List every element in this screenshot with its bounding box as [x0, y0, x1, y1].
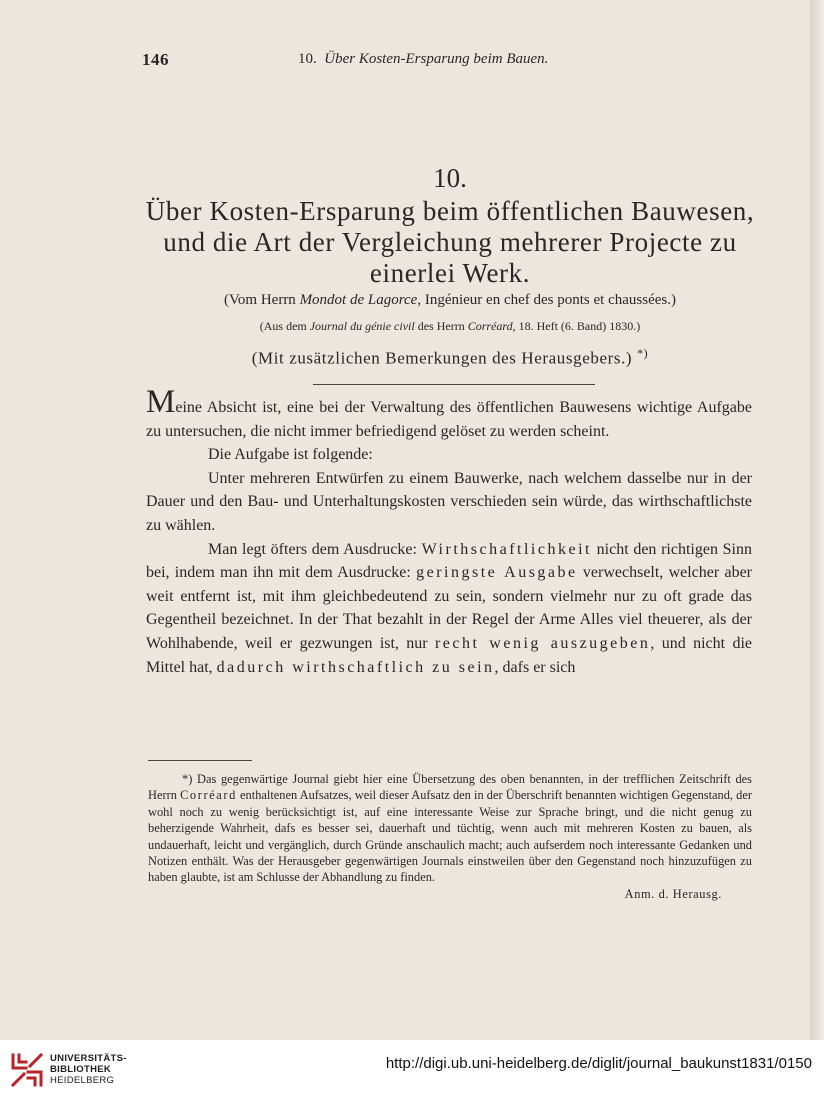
byline-suffix: , Ingénieur en chef des ponts et chaussées.) — [417, 292, 676, 308]
footnote-part-b: enthaltenen Aufsatzes, weil dieser Aufsatz den in der Überschrift benannten wichtigen Gegenstand, der wohl noch zu wenig berücksichtigt ist, auf eine interessante Weise zur Sprache bringt, und die nicht genug zu beherzigende Wahrheit, dafs es besser sei, dauerhaft und tüchtig, wenn auch mit mehreren Kosten zu bauen, als undauerhaft, leicht und vergänglich, durch Gründe anschaulich macht; auch aufserdem noch interessante Gedanken und Notizen enthält. Was der Herausgeber gegenwärtigen Journals einstweilen über den Gegenstand noch hinzuzufügen zu haben glaubte, ist am Schlusse der Abhandlung zu finden. — [148, 788, 753, 885]
footnote-marker: *) — [637, 346, 649, 360]
paragraph-3: Unter mehreren Entwürfen zu einem Bauwerke, nach welchem dasselbe nur in der Dauer und den Bau- und Unterhaltungskosten verschieden sein würde, das wirthschaftlichste zu wählen. — [146, 469, 752, 534]
running-head — [0, 50, 824, 74]
title-line-3: einerlei Werk. — [369, 258, 531, 288]
running-title — [298, 51, 548, 68]
library-name-line-3: HEIDELBERG — [50, 1075, 115, 1086]
term-wirthschaftlich-sein: dadurch wirthschaftlich zu sein — [216, 658, 495, 676]
source-journal: Journal du génie civil — [309, 319, 415, 333]
footnote-mark: *) — [182, 772, 193, 786]
library-name-line-2: BIBLIOTHEK — [50, 1064, 112, 1075]
library-name — [50, 1053, 127, 1086]
term-wirthschaftlichkeit: Wirthschaftlichkeit — [421, 540, 592, 558]
footnote-divider — [148, 760, 252, 761]
byline-author: Mondot de Lagorce — [299, 292, 418, 308]
footnote — [148, 771, 752, 902]
page-number: 146 — [142, 50, 169, 69]
p4-part-c: verwechselt, welcher aber weit entfernt ist, mit ihm gleichbedeutend zu sein, sondern vielmehr nur zu oft grade das Gegentheil bezeichnet. In der That bezahlt in der Regel der Arme Alles viel theuerer, als der Wohlhabende, weil er gezwungen ist, nur — [146, 564, 752, 652]
chapter-ref: 10. — [298, 51, 317, 67]
footnote-signature: Anm. d. Herausg. — [624, 886, 722, 901]
footnote-name: Corréard — [180, 788, 237, 803]
source-editor: Corréard — [467, 319, 513, 333]
source-citation — [140, 319, 760, 334]
p4-part-d: , und nicht die Mittel hat, — [146, 634, 752, 676]
source-middle: des Herrn — [414, 319, 468, 333]
footnote-text — [148, 771, 752, 886]
paragraph-1 — [146, 384, 752, 443]
editor-note-text: (Mit zusätzlichen Bemerkungen des Herausgebers.) — [251, 348, 633, 368]
page-edge — [810, 0, 824, 1040]
source-suffix: , 18. Heft (6. Band) 1830.) — [512, 319, 641, 333]
editor-note — [140, 346, 760, 369]
viewer-footer — [0, 1040, 824, 1101]
paragraph-4 — [146, 538, 752, 680]
term-geringste-ausgabe: geringste Ausgabe — [416, 564, 578, 582]
p4-part-a: Man legt öfters dem Ausdrucke: — [208, 540, 422, 558]
paragraph-2: Die Aufgabe ist folgende: — [208, 446, 373, 464]
article-number: 10. — [433, 163, 467, 193]
byline — [140, 292, 760, 309]
p4-part-b: nicht den richtigen Sinn bei, indem man ihn mit dem Ausdrucke: — [146, 540, 753, 582]
term-recht-wenig: recht wenig auszugeben — [434, 634, 651, 652]
article-title — [140, 196, 760, 289]
permalink-url[interactable]: http://digi.ub.uni-heidelberg.de/diglit/journal_baukunst1831/0150 — [385, 1055, 812, 1072]
source-prefix: (Aus dem — [259, 319, 310, 333]
library-logo-icon — [10, 1052, 44, 1088]
title-line-2: und die Art der Vergleichung mehrerer Projecte zu — [163, 227, 737, 257]
body-text — [146, 384, 753, 679]
title-divider — [313, 384, 595, 385]
title-line-1: Über Kosten-Ersparung beim öffentlichen Bauwesen, — [145, 196, 755, 226]
chapter-title: Über Kosten-Ersparung beim Bauen. — [324, 51, 549, 67]
footnote-part-a: Das gegenwärtige Journal giebt hier eine Übersetzung des oben benannten, in der trefflichen Zeitschrift des Herrn — [148, 772, 752, 803]
library-name-line-1: UNIVERSITÄTS- — [50, 1053, 127, 1064]
drop-cap: M — [146, 384, 176, 420]
paragraph-1-text: eine Absicht ist, eine bei der Verwaltung des öffentlichen Bauwesens wichtige Aufgabe zu untersuchen, die nicht immer befriedigend gelöset zu werden scheint. — [146, 399, 752, 440]
p4-part-e: , dafs er sich — [494, 658, 576, 676]
byline-prefix: (Vom Herrn — [224, 292, 300, 308]
